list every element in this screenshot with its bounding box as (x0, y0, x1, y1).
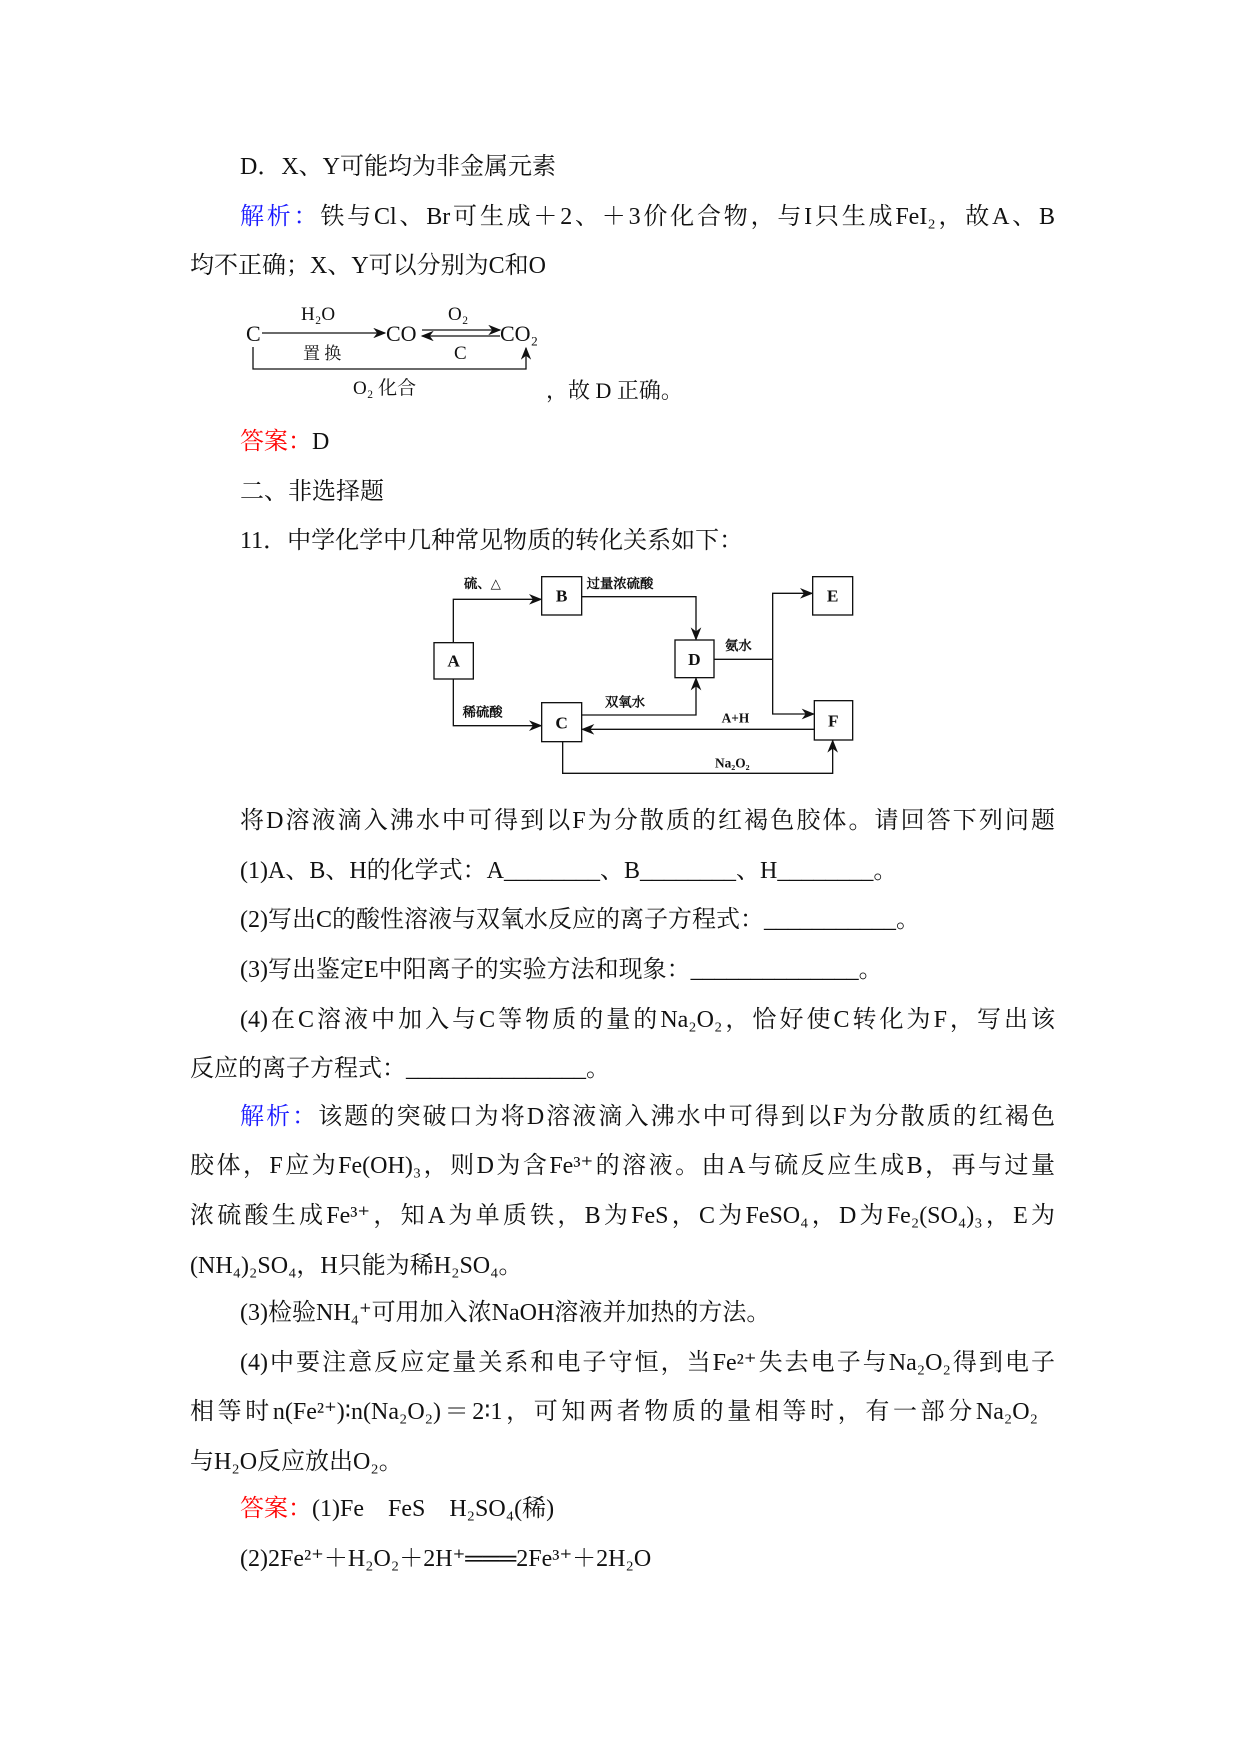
label-ammonia: 氨水 (725, 638, 752, 653)
analysis-2-line-2: 胶体，F应为Fe(OH)₃，则D为含Fe³⁺的溶液。由A与硫反应生成B，再与过量 (190, 1153, 1055, 1179)
answer-1 (240, 428, 329, 456)
answer-2-part-1 (240, 1495, 554, 1523)
analysis-text: 铁与Cl、Br可生成＋2、＋3价化合物，与I只生成FeI₂，故A、B (320, 204, 1055, 230)
conclusion-text: ，故 D 正确。 (546, 378, 683, 403)
arrow-d-to-e (773, 593, 812, 659)
question-11: 11．中学化学中几种常见物质的转化关系如下： (240, 528, 744, 554)
analysis-2-line-4: (NH₄)₂SO₄，H只能为稀H₂SO₄。 (190, 1253, 523, 1279)
arrow-a-to-b (453, 599, 541, 642)
carbon-reaction-diagram (0, 0, 1241, 460)
arrow-d-to-f (773, 659, 814, 714)
h2o-label: H₂O (301, 304, 336, 325)
question-part-4-cont: 反应的离子方程式：_______________。 (190, 1056, 610, 1082)
question-part-3: (3)写出鉴定E中阳离子的实验方法和现象：______________。 (240, 957, 883, 983)
answer-label: 答案： (240, 1496, 312, 1522)
c-reductant-label: C (454, 343, 467, 364)
question-part-4: (4)在C溶液中加入与C等物质的量的Na₂O₂，恰好使C转化为F，写出该 (240, 1007, 1055, 1033)
label-dilute-acid: 稀硫酸 (462, 704, 503, 720)
analysis-2-part-4: (4)中要注意反应定量关系和电子守恒，当Fe²⁺失去电子与Na₂O₂得到电子 (240, 1350, 1055, 1376)
conversion-diagram (420, 560, 880, 800)
co-label: CO (386, 321, 417, 346)
analysis-2-part-4-cont: 相等时n(Fe²⁺)∶n(Na₂O₂)＝2∶1，可知两者物质的量相等时，有一部分Na₂O₂ (190, 1399, 1038, 1425)
label-peroxide: 双氧水 (605, 694, 645, 710)
box-b-label: B (555, 586, 568, 606)
label-excess-conc-acid: 过量浓硫酸 (586, 576, 654, 591)
question-part-1: (1)A、B、H的化学式：A________、B________、H________。 (240, 858, 898, 884)
analysis-label: 解析： (240, 1104, 319, 1130)
arrow-c-to-f (563, 741, 833, 774)
label-na2o2: Na₂O₂ (715, 755, 750, 771)
analysis-2-line-3: 浓硫酸生成Fe³⁺，知A为单质铁，B为FeS，C为FeSO₄，D为Fe₂(SO₄)₃，E为 (190, 1203, 1055, 1229)
label-sulfur-heat: 硫、△ (464, 576, 501, 591)
analysis-text: 该题的突破口为将D溶液滴入沸水中可得到以F为分散质的红褐色 (318, 1104, 1056, 1130)
option-d: D．X、Y可能均为非金属元素 (240, 154, 556, 180)
box-a-label: A (447, 651, 460, 671)
analysis-2-part-3: (3)检验NH₄⁺可用加入浓NaOH溶液并加热的方法。 (240, 1300, 771, 1326)
question-intro: 将D溶液滴入沸水中可得到以F为分散质的红褐色胶体。请回答下列问题 (240, 808, 1055, 834)
box-f-label: F (828, 711, 839, 731)
analysis-2-part-4-end: 与H₂O反应放出O₂。 (190, 1449, 403, 1475)
arrow-b-to-d (582, 597, 696, 640)
question-part-2: (2)写出C的酸性溶液与双氧水反应的离子方程式：___________。 (240, 907, 920, 933)
carbon-label: C (246, 321, 261, 346)
box-d-label: D (688, 650, 701, 669)
label-a-plus-h: A+H (721, 710, 750, 726)
answer-text: (1)Fe FeS H₂SO₄(稀) (312, 1496, 555, 1522)
co2-label: CO₂ (500, 321, 539, 346)
analysis-2-line-1 (240, 1103, 1055, 1131)
section-heading: 二、非选择题 (240, 479, 384, 505)
analysis-line-2: 均不正确；X、Y可以分别为C和O (190, 253, 547, 279)
arrow-c-to-co2 (253, 347, 526, 369)
analysis-label: 解析： (240, 204, 321, 230)
combine-label: O₂ 化合 (353, 378, 417, 399)
box-c-label: C (555, 713, 568, 733)
answer-2-part-2: (2)2Fe²⁺＋H₂O₂＋2H⁺═══2Fe³⁺＋2H₂O (240, 1546, 652, 1572)
answer-text: D (312, 429, 330, 455)
box-e-label: E (826, 586, 839, 606)
replace-label: 置 换 (303, 344, 342, 363)
o2-label: O₂ (448, 304, 469, 325)
answer-label: 答案： (240, 429, 312, 455)
